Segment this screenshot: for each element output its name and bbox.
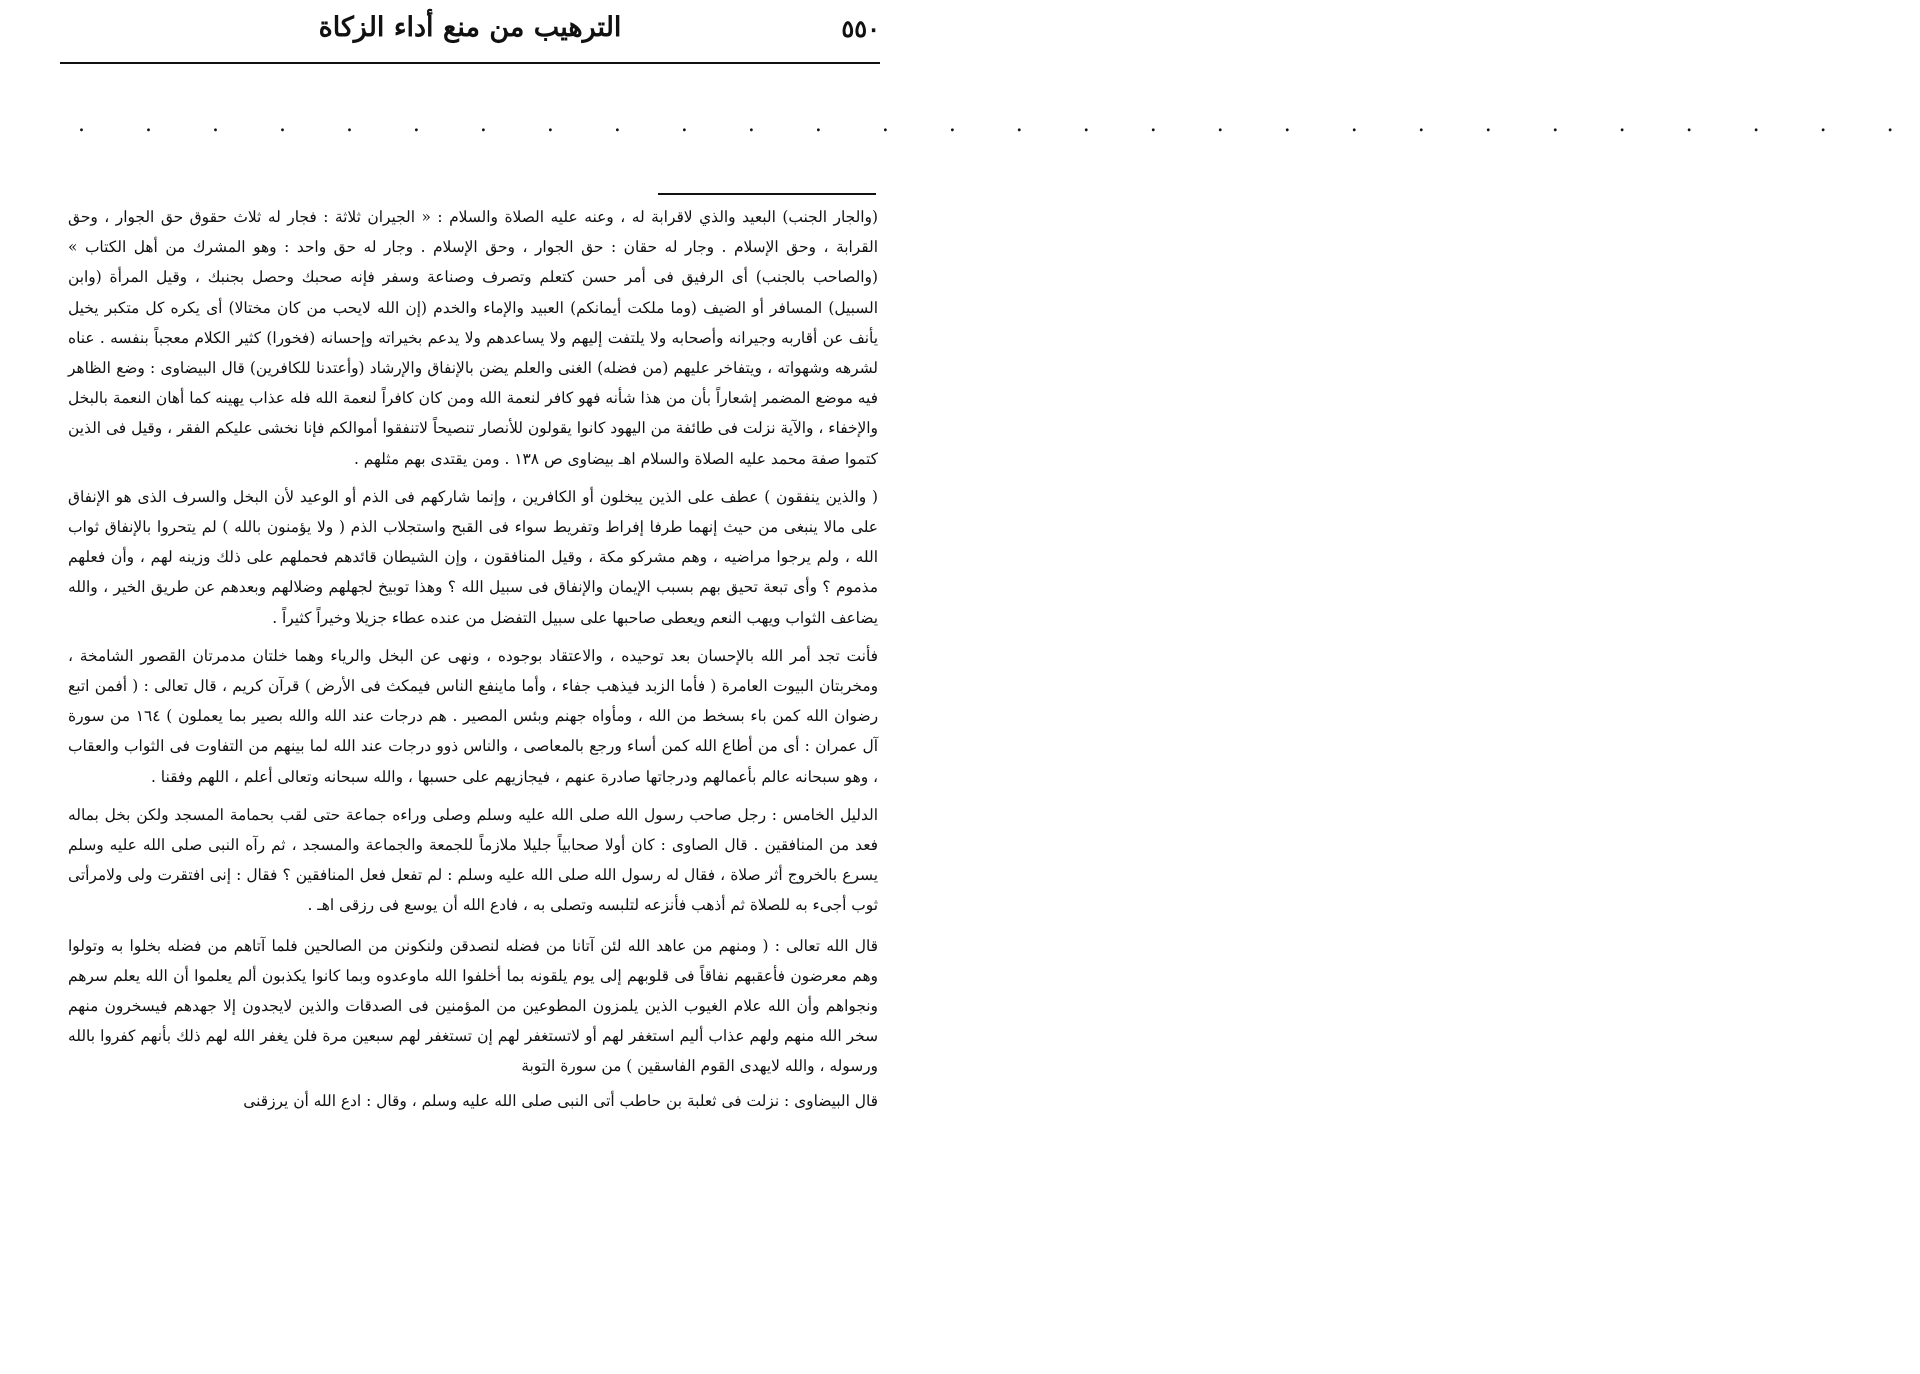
paragraph-those-who-spend: ( والذين ينفقون ) عطف على الذين يبخلون أو الكافرين ، وإنما شاركهم فى الذم أو الوعيد لأن البخل والسرف الذى هو الإنفاق على مالا ينبغى من حيث إنهما طرفا إفراط وتفريط سواء فى القبح واستجلاب الذم ( ولا يؤمنون بالله ) لم يتحروا بالإنفاق ثواب الله ، ولم يرجوا مراضيه ، وهم مشركو مكة ، وقيل المنافقون ، وإن الشيطان قائدهم فحملهم على ذلك وزينه لهم ، وأن فعلهم مذموم ؟ وأى تبعة تحيق بهم بسبب الإيمان والإنفاق فى سبيل الله ؟ وهذا توبيخ لجهلهم وضلالهم وبعدهم عن طريق الخير ، والله يضاعف الثواب ويهب النعم ويعطى صاحبها على سبيل التفضل من عنده عطاء جزيلا وخيراً كثيراً . [68,487,878,627]
header-rule [60,62,880,64]
omission-dots: . . . . . . . . . . . . . . . . . . . . . . . . . . . . [78,112,1920,137]
paragraph-baydawi: قال البيضاوى : نزلت فى ثعلبة بن حاطب أتى النبى صلى الله عليه وسلم ، وقال : ادع الله أن يرزقنى [243,1091,878,1110]
paragraph-quran-verse: قال الله تعالى : ( ومنهم من عاهد الله لئن آتانا من فضله لنصدقن ولنكونن من الصالحين فلما آتاهم من فضله بخلوا به وتولوا وهم معرضون فأعقبهم نفاقاً فى قلوبهم إلى يوم يلقونه بما أخلفوا الله ماوعدوه وبما كانوا يكذبون ألم يعلموا أن الله يعلم سرهم ونجواهم وأن الله علام الغيوب الذين يلمزون المطوعين من المؤمنين فى الصدقات والذين لايجدون إلا جهدهم فيسخرون منهم سخر الله منهم ولهم عذاب أليم استغفر لهم أو لاتستغفر لهم إن تستغفر لهم سبعين مرة فلن يغفر الله لهم ذلك بأنهم كفروا بالله ورسوله ، والله لايهدى القوم الفاسقين ) من سورة التوبة [68,936,878,1076]
paragraph-conclusion: فأنت تجد أمر الله بالإحسان بعد توحيده ، والاعتقاد بوجوده ، ونهى عن البخل والرياء وهما خلتان مدمرتان القصور الشامخة ، ومخربتان البيوت العامرة ( فأما الزبد فيذهب جفاء ، وأما ماينفع الناس فيمكث فى الأرض ) قرآن كريم ، قال تعالى : ( أفمن اتبع رضوان الله كمن باء بسخط من الله ، ومأواه جهنم وبئس المصير . هم درجات عند الله والله بصير بما يعملون ) ١٦٤ من سورة آل عمران : أى من أطاع الله كمن أساء ورجع بالمعاصى ، والناس ذوو درجات عند الله لما بينهم من التفاوت فى الثواب والعقاب ، وهو سبحانه عالم بأعمالهم ودرجاتها صادرة عنهم ، فيجازيهم على حسبها ، والله سبحانه وتعالى أعلم ، اللهم وفقنا . [68,646,878,786]
body-text [68,202,878,1116]
page-number: ٥٥٠ [841,14,880,43]
page-header [60,8,880,56]
paragraph-commentary-neighbors: (والجار الجنب) البعيد والذي لاقرابة له ، وعنه عليه الصلاة والسلام : « الجيران ثلاثة : فجار له ثلاث حقوق حق الجوار ، وحق القرابة ، وحق الإسلام . وجار له حقان : حق الجوار ، وحق الإسلام . وجار له حق واحد : وهو المشرك من أهل الكتاب » (والصاحب بالجنب) أى الرفيق فى أمر حسن كتعلم وتصرف وصناعة وسفر فإنه صحبك وحصل بجنبك ، وقيل المرأة (وابن السبيل) المسافر أو الضيف (وما ملكت أيمانكم) العبيد والإماء والخدم (إن الله لايحب من كان مختالا) أى يكره كل متكبر يخيل يأنف عن أقاربه وجيرانه وأصحابه ولا يلتفت إليهم ولا يساعدهم ولا يدعم بخيراته وإحسانه (فخورا) كثير الكلام معجباً بنفسه . عناه لشرهه وشهواته ، ويتفاخر عليهم (من فضله) الغنى والعلم يضن بالإنفاق والإرشاد (وأعتدنا للكافرين) قال البيضاوى : وضع الظاهر فيه موضع المضمر إشعاراً بأن من هذا شأنه فهو كافر لنعمة الله ومن كان كافراً لنعمة الله فله عذاب يهينه كما أهان النعمة بالبخل والإخفاء ، والآية نزلت فى طائفة من اليهود كانوا يقولون للأنصار تنصيحاً لاتنفقوا أموالكم فإنا نخشى عليكم الفقر ، وقيل فى الذين كتموا صفة محمد عليه الصلاة والسلام اهـ بيضاوى ص ١٣٨ . ومن يقتدى بهم مثلهم . [68,208,878,468]
paragraph-fifth-evidence: الدليل الخامس : رجل صاحب رسول الله صلى الله عليه وسلم وصلى وراءه جماعة حتى لقب بحمامة المسجد ولكن بخل بماله فعد من المنافقين . قال الصاوى : كان أولا صحابياً جليلا ملازماً للجمعة والجماعة والمسجد ، ثم رآه النبى صلى الله عليه وسلم يسرع بالخروج أثر صلاة ، فقال له رسول الله صلى الله عليه وسلم : لم تفعل فعل المنافقين ؟ فقال : إنى افتقرت ولى ولامرأتى ثوب أجىء به للصلاة ثم أذهب فأنزعه لتلبسه وتصلى به ، فادع الله أن يوسع فى رزقى اهـ . [68,805,878,915]
section-rule [658,193,876,195]
running-title: الترهيب من منع أداء الزكاة [318,12,622,43]
